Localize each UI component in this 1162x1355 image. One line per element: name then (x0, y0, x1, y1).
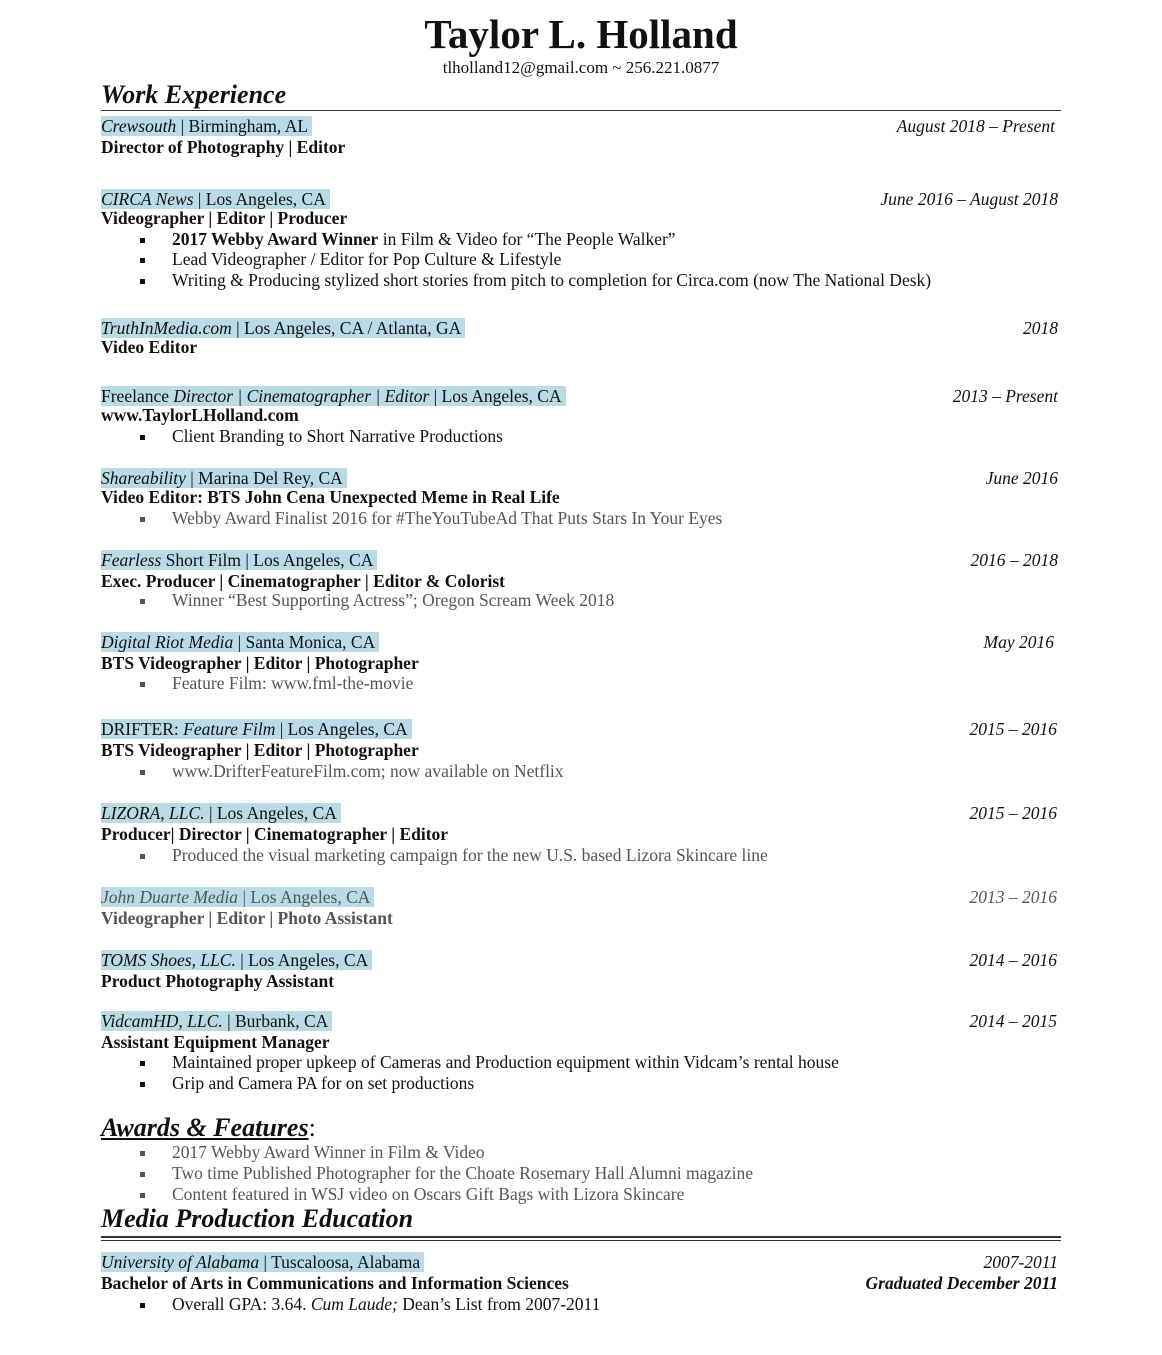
job-company: Digital Riot Media (101, 632, 234, 652)
job-role: Video Editor (101, 337, 198, 357)
job-date: June 2016 (985, 468, 1058, 488)
education-school-highlight (101, 1252, 424, 1272)
job-date: 2013 – 2016 (969, 887, 1057, 907)
bullet-text: Produced the visual marketing campaign for the new U.S. based Lizora Skincare line (172, 845, 768, 865)
job-location: Short Film | Los Angeles, CA (161, 550, 374, 570)
award-text: Content featured in WSJ video on Oscars Gift Bags with Lizora Skincare (172, 1184, 685, 1204)
job-date: 2014 – 2015 (969, 1011, 1057, 1031)
job-company-highlight (101, 1011, 332, 1031)
job-role: Video Editor: BTS John Cena Unexpected Meme in Real Life (101, 487, 560, 507)
bullet-bold-text: 2017 Webby Award Winner (172, 229, 379, 249)
job-location: | Santa Monica, CA (237, 632, 376, 652)
job-header (101, 632, 1061, 653)
job-header (101, 719, 1061, 740)
gpa-deans-list: Dean’s List from 2007-2011 (397, 1294, 601, 1314)
job-location: | Los Angeles, CA (238, 887, 371, 907)
job-company: Fearless (101, 550, 162, 570)
job-company-highlight (101, 632, 379, 652)
list-item (137, 590, 1057, 611)
job-location: | Los Angeles, CA (429, 386, 562, 406)
job-date: 2014 – 2016 (969, 950, 1057, 970)
job-date: 2013 – Present (952, 386, 1058, 406)
section-divider (101, 1236, 1061, 1241)
awards-title-colon: : (308, 1113, 316, 1142)
job-company-highlight (101, 803, 341, 823)
job-role: Videographer | Editor | Producer (101, 208, 348, 228)
job-company: VidcamHD, LLC. (101, 1011, 223, 1031)
job-header (101, 803, 1061, 824)
job-role: BTS Videographer | Editor | Photographer (101, 740, 419, 760)
job-header (101, 318, 1061, 339)
job-company-highlight (101, 116, 312, 136)
list-item (137, 845, 1057, 866)
gpa-honor: Cum Laude; (310, 1294, 398, 1314)
job-role: www.TaylorLHolland.com (101, 405, 299, 425)
job-company-highlight (101, 887, 374, 907)
job-role: Product Photography Assistant (101, 971, 335, 991)
resume-name: Taylor L. Holland (424, 11, 738, 57)
job-date: 2018 (1023, 318, 1058, 338)
job-company-highlight (101, 468, 347, 488)
job-company: John Duarte Media (101, 887, 239, 907)
job-company: LIZORA, LLC. (101, 803, 205, 823)
job-company-highlight (101, 386, 566, 406)
list-item (137, 1073, 1057, 1094)
education-graduated: Graduated December 2011 (865, 1273, 1058, 1293)
job-location: | Los Angeles, CA (235, 950, 369, 970)
section-divider (101, 110, 1061, 111)
job-header (101, 550, 1061, 571)
job-header (101, 950, 1061, 971)
job-header (101, 116, 1061, 137)
bullet-text: in Film & Video for “The People Walker” (378, 229, 676, 249)
job-prefix: DRIFTER: (101, 719, 184, 739)
job-location: | Los Angeles, CA / Atlanta, GA (236, 318, 462, 338)
award-text: Two time Published Photographer for the Choate Rosemary Hall Alumni magazine (172, 1163, 754, 1183)
job-company-highlight (101, 719, 412, 739)
job-location: | Los Angeles, CA (275, 719, 408, 739)
job-date: August 2018 – Present (896, 116, 1055, 136)
job-company: Feature Film (183, 719, 276, 739)
job-header (101, 1011, 1061, 1032)
job-company: Crewsouth (101, 116, 177, 136)
job-prefix: Freelance (101, 386, 174, 406)
bullet-text: Lead Videographer / Editor for Pop Culture & Lifestyle (172, 249, 562, 269)
awards-title-text: Awards & Features (101, 1113, 309, 1142)
job-header (101, 386, 1061, 407)
bullet-text: Maintained proper upkeep of Cameras and Production equipment within Vidcam’s rental house (172, 1052, 839, 1072)
list-item (137, 1052, 1057, 1073)
job-role: BTS Videographer | Editor | Photographer (101, 653, 419, 673)
job-location: | Los Angeles, CA (197, 189, 326, 209)
list-item (137, 249, 1057, 270)
list-item (137, 508, 1057, 529)
list-item (137, 426, 1057, 447)
education-degree-line (101, 1273, 1061, 1294)
list-item (137, 1142, 1057, 1163)
bullet-text: Writing & Producing stylized short stories from pitch to completion for Circa.com (now The National Desk) (172, 270, 932, 290)
education-header (101, 1252, 1061, 1273)
bullet-text: Webby Award Finalist 2016 for #TheYouTubeAd That Puts Stars In Your Eyes (172, 508, 723, 528)
job-date: 2015 – 2016 (969, 719, 1057, 739)
education-degree: Bachelor of Arts in Communications and Information Sciences (101, 1273, 569, 1293)
job-location: | Birmingham, AL (180, 116, 309, 136)
list-item (137, 1163, 1057, 1184)
bullet-text: Client Branding to Short Narrative Productions (172, 426, 503, 446)
contact-info: tlholland12@gmail.com ~ 256.221.0877 (442, 58, 720, 77)
job-role: Director of Photography | Editor (101, 137, 346, 157)
list-item (137, 1184, 1057, 1205)
bullet-text: Feature Film: www.fml-the-movie (172, 673, 414, 693)
job-header (101, 189, 1061, 210)
job-company: TruthInMedia.com (101, 318, 232, 338)
job-date: 2015 – 2016 (969, 803, 1057, 823)
job-company: Director | Cinematographer | Editor (173, 386, 430, 406)
list-item (137, 761, 1057, 782)
job-date: May 2016 (983, 632, 1054, 652)
job-location: | Burbank, CA (222, 1011, 329, 1031)
section-title-education: Media Production Education (101, 1204, 414, 1233)
job-company-highlight (101, 550, 377, 570)
education-date: 2007-2011 (983, 1252, 1058, 1272)
award-text: 2017 Webby Award Winner in Film & Video (172, 1142, 485, 1162)
job-header (101, 887, 1061, 908)
bullet-text: Winner “Best Supporting Actress”; Oregon Scream Week 2018 (172, 590, 615, 610)
gpa-text: Overall GPA: 3.64. (172, 1294, 311, 1314)
bullet-text: www.DrifterFeatureFilm.com; now available on Netflix (172, 761, 564, 781)
job-company: CIRCA News (101, 189, 194, 209)
section-title-awards (101, 1113, 316, 1143)
list-item (137, 1294, 1057, 1315)
list-item (137, 229, 1057, 250)
job-role: Producer| Director | Cinematographer | Editor (101, 824, 449, 844)
list-item (137, 673, 1057, 694)
job-location: | Marina Del Rey, CA (190, 468, 343, 488)
list-item (137, 270, 1057, 291)
job-company-highlight (101, 950, 372, 970)
job-company: TOMS Shoes, LLC. (101, 950, 236, 970)
job-date: June 2016 – August 2018 (880, 189, 1058, 209)
section-title-work-experience: Work Experience (101, 80, 287, 109)
job-company-highlight (101, 189, 330, 209)
job-company: Shareability (101, 468, 186, 488)
job-location: | Los Angeles, CA (204, 803, 337, 823)
job-header (101, 468, 1061, 489)
job-date: 2016 – 2018 (970, 550, 1058, 570)
bullet-text: Grip and Camera PA for on set productions (172, 1073, 475, 1093)
job-role: Assistant Equipment Manager (101, 1032, 330, 1052)
job-role: Videographer | Editor | Photo Assistant (101, 908, 393, 928)
job-role: Exec. Producer | Cinematographer | Editor & Colorist (101, 571, 506, 591)
education-school: University of Alabama (101, 1252, 260, 1272)
job-company-highlight (101, 318, 465, 338)
education-location: | Tuscaloosa, Alabama (259, 1252, 421, 1272)
